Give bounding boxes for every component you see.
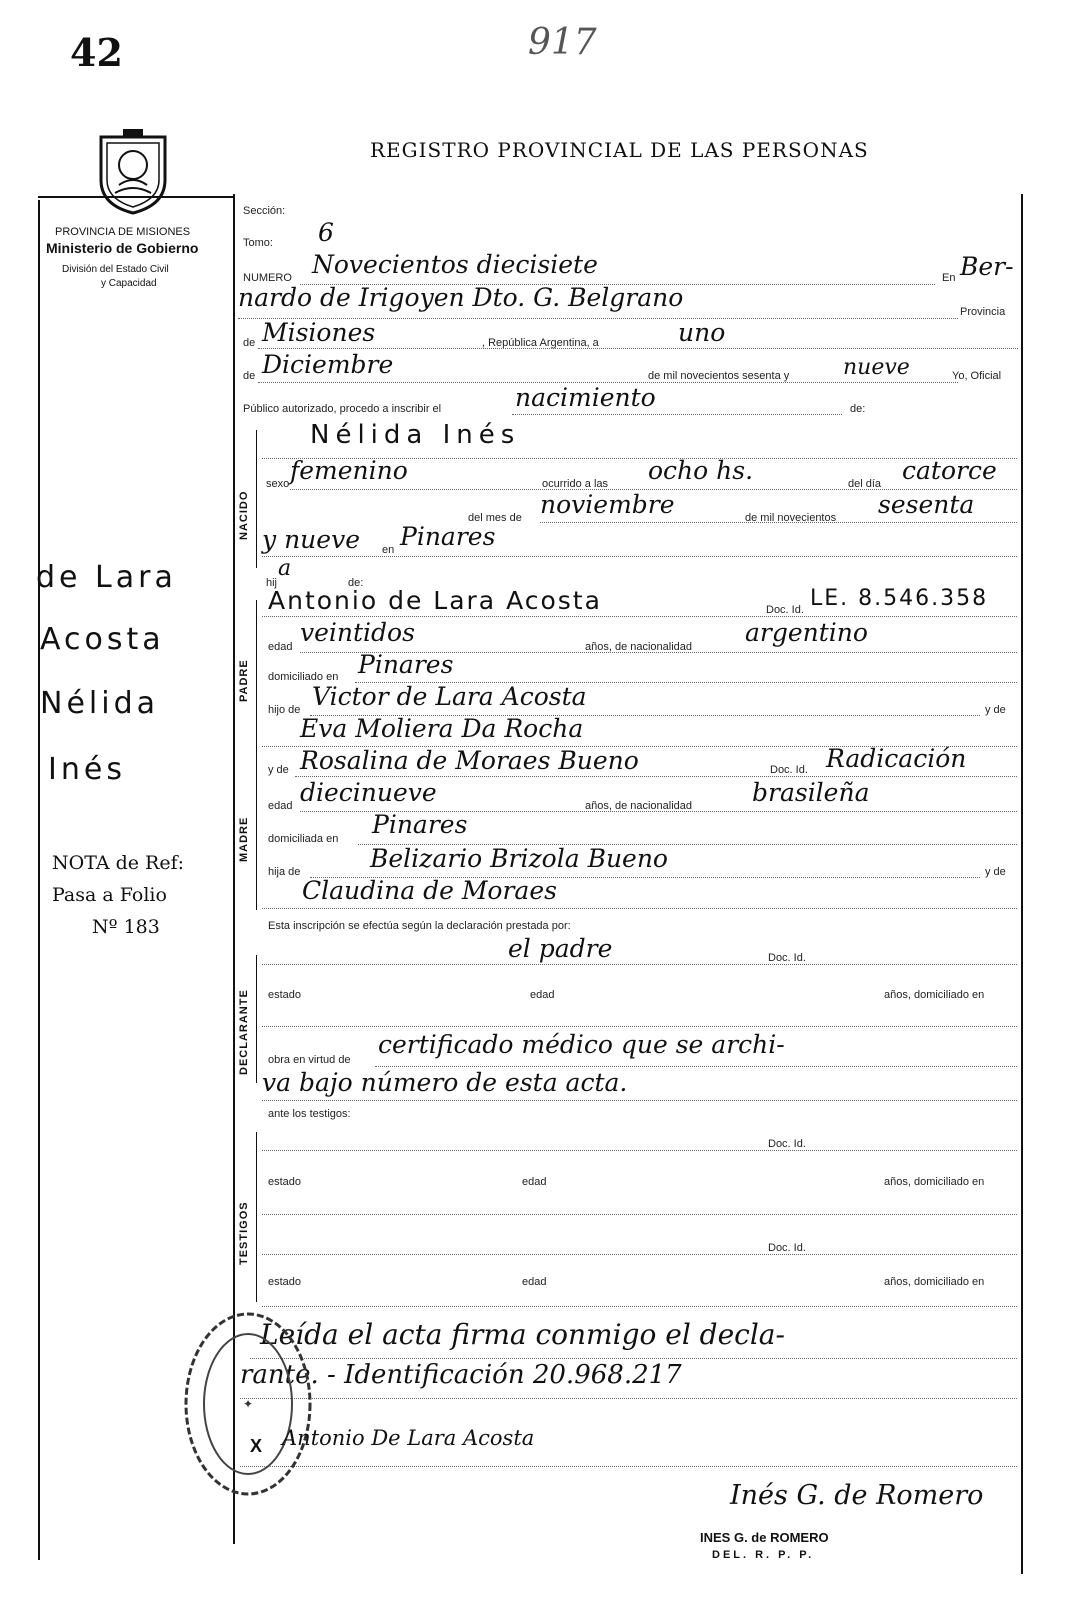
- testigo1-estado-label: estado: [268, 1176, 302, 1188]
- padre-madre-value: Eva Moliera Da Rocha: [300, 714, 584, 743]
- testigo1-estado-line: [262, 1214, 1017, 1215]
- nombre-value: Nélida Inés: [310, 420, 521, 450]
- hij-suffix-value: a: [278, 556, 292, 581]
- ocurrido-label: ocurrido a las: [542, 478, 609, 490]
- svg-text:✦: ✦: [242, 1397, 254, 1411]
- hij-label: hij: [266, 577, 278, 589]
- madre-madre-line: [262, 908, 1017, 909]
- padre-hijo-label: hijo de: [268, 704, 301, 716]
- testigo2-doc-label: Doc. Id.: [768, 1242, 806, 1254]
- publico-label: Público autorizado, procedo a inscribir el: [243, 403, 442, 415]
- obra-value-2: va bajo número de esta acta.: [262, 1068, 628, 1097]
- declarante-line: [262, 964, 1017, 965]
- esta-inscripcion-label: Esta inscripción se efectúa según la declaración prestada por:: [268, 920, 571, 932]
- de-colon-label-2: de:: [348, 577, 364, 589]
- hora-value: ocho hs.: [648, 456, 754, 485]
- testigo1-anos-label: años, domiciliado en: [884, 1176, 985, 1188]
- del-mes-label: del mes de: [468, 512, 522, 524]
- testigo2-edad-label: edad: [522, 1276, 547, 1288]
- section-declarante: DECLARANTE: [238, 989, 250, 1075]
- mes-nac-value: noviembre: [540, 490, 675, 519]
- declarante-bracket: [256, 955, 257, 1083]
- tomo-value: 6: [318, 218, 334, 247]
- mes-value: Diciembre: [262, 350, 394, 379]
- declarante-anos-label: años, domiciliado en: [884, 989, 985, 1001]
- division-label-1: División del Estado Civil: [62, 264, 169, 275]
- madre-doc-value: Radicación: [826, 744, 967, 773]
- margin-name-4: Inés: [48, 752, 126, 787]
- provincial-seal: [93, 125, 173, 215]
- madre-nacionalidad-value: brasileña: [752, 778, 870, 807]
- seccion-label: Sección:: [243, 205, 286, 217]
- firma-oficial: Inés G. de Romero: [730, 1480, 984, 1511]
- margin-nota-2: Pasa a Folio: [52, 884, 167, 906]
- lugar-value: Pinares: [400, 522, 496, 551]
- de-mil-nov-label: de mil novecientos: [745, 512, 837, 524]
- declarante-estado-line: [262, 1026, 1017, 1027]
- margin-name-1: de Lara: [36, 560, 177, 595]
- republica-label: , República Argentina, a: [482, 337, 599, 349]
- en-value-1: Ber-: [960, 252, 1014, 281]
- madre-nombre-value: Rosalina de Moraes Bueno: [300, 746, 639, 775]
- madre-anos-label: años, de nacionalidad: [585, 800, 693, 812]
- padre-doc-value: LE. 8.546.358: [810, 586, 989, 611]
- de-mil-label: de mil novecientos sesenta y: [648, 370, 790, 382]
- margin-nota-3: Nº 183: [92, 916, 160, 938]
- cierre-linea-1: Leída el acta firma conmigo el decla-: [260, 1318, 785, 1351]
- de-label-2: de: [243, 370, 256, 382]
- declarante-edad-label: edad: [530, 989, 555, 1001]
- cierre-linea-2: rante. - Identificación 20.968.217: [240, 1360, 682, 1390]
- document-title: REGISTRO PROVINCIAL DE LAS PERSONAS: [370, 138, 869, 162]
- padre-nacionalidad-value: argentino: [745, 618, 868, 647]
- ministry-label: Ministerio de Gobierno: [46, 240, 199, 256]
- form-right-border: [1021, 194, 1023, 1574]
- oficial-nombre: INES G. de ROMERO: [700, 1530, 829, 1545]
- padre-domicilio-value: Pinares: [358, 650, 454, 679]
- firma-declarante: Antonio De Lara Acosta: [282, 1426, 535, 1450]
- x-mark: X: [250, 1436, 263, 1456]
- left-border: [38, 200, 40, 1560]
- tomo-label: Tomo:: [243, 237, 273, 249]
- oficial-cargo: DEL. R. P. P.: [712, 1549, 815, 1561]
- pencil-number: 917: [528, 22, 597, 63]
- madre-hija-label: hija de: [268, 866, 301, 878]
- margin-name-3: Nélida: [40, 686, 159, 721]
- padre-anos-label: años, de nacionalidad: [585, 641, 693, 653]
- acto-line: [512, 414, 842, 415]
- padre-bracket: [256, 600, 257, 780]
- obra-virtud-label: obra en virtud de: [268, 1054, 351, 1066]
- section-madre: MADRE: [238, 816, 250, 862]
- section-padre: PADRE: [238, 659, 250, 702]
- padre-nombre-value: Antonio de Lara Acosta: [268, 586, 602, 615]
- declarante-estado-label: estado: [268, 989, 302, 1001]
- padre-edad-value: veintidos: [300, 618, 415, 647]
- numero-value: Novecientos diecisiete: [312, 250, 598, 279]
- ante-testigos-label: ante los testigos:: [268, 1108, 351, 1120]
- province-label: PROVINCIA DE MISIONES: [55, 226, 191, 238]
- section-nacido: NACIDO: [238, 490, 250, 540]
- madre-padre-value: Belizario Brizola Bueno: [370, 844, 668, 873]
- en-label: En: [942, 272, 956, 284]
- madre-edad-value: diecinueve: [300, 778, 437, 807]
- yo-oficial-label: Yo, Oficial: [952, 370, 1002, 382]
- provincia-value: Misiones: [262, 318, 376, 347]
- mes-line: [540, 522, 1017, 523]
- madre-doc-label: Doc. Id.: [770, 764, 808, 776]
- madre-bracket: [256, 778, 257, 910]
- obra-line-2: [262, 1100, 1017, 1101]
- official-round-stamp: [178, 1306, 318, 1502]
- sexo-value: femenino: [290, 456, 408, 485]
- madre-nombre-line: [295, 776, 1017, 777]
- padre-nombre-line: [262, 616, 1017, 617]
- provincia-label: Provincia: [960, 306, 1006, 318]
- acto-value: nacimiento: [515, 383, 656, 412]
- cierre-line-2: [240, 1398, 1017, 1399]
- cierre-line-1: [250, 1358, 1017, 1359]
- anio-nac-1-value: sesenta: [878, 490, 975, 519]
- margin-nota-1: NOTA de Ref:: [52, 852, 185, 874]
- testigo1-doc-label: Doc. Id.: [768, 1138, 806, 1150]
- declarante-nombre-value: el padre: [508, 934, 613, 963]
- testigo1-edad-label: edad: [522, 1176, 547, 1188]
- sexo-label: sexo: [266, 478, 290, 490]
- de-label-1: de: [243, 337, 256, 349]
- obra-line-1: [375, 1066, 1017, 1067]
- en-value-2: nardo de Irigoyen Dto. G. Belgrano: [238, 283, 684, 312]
- lugar-nac-line: [262, 556, 1017, 557]
- declarante-doc-label: Doc. Id.: [768, 952, 806, 964]
- anio-nac-2-value: y nueve: [262, 525, 360, 554]
- madre-domicilio-value: Pinares: [372, 810, 468, 839]
- madre-madre-value: Claudina de Moraes: [302, 876, 557, 905]
- padre-domicilio-label: domiciliado en: [268, 671, 339, 683]
- dia-nac-value: catorce: [902, 456, 997, 485]
- numero-label: NUMERO: [243, 272, 292, 284]
- obra-value-1: certificado médico que se archi-: [378, 1030, 785, 1059]
- division-label-2: y Capacidad: [101, 278, 157, 289]
- folio-number: 42: [70, 30, 123, 75]
- madre-yde-label-2: y de: [985, 866, 1006, 878]
- anio-value: nueve: [843, 355, 910, 380]
- top-rule: [38, 196, 234, 198]
- padre-padre-value: Victor de Lara Acosta: [312, 682, 587, 711]
- madre-edad-label: edad: [268, 800, 293, 812]
- provincia-line: [258, 348, 1018, 349]
- del-dia-label: del día: [848, 478, 882, 490]
- en-lower-label: en: [382, 544, 395, 556]
- testigos-bracket: [256, 1132, 257, 1302]
- madre-yde-label: y de: [268, 764, 289, 776]
- nacido-bracket: [256, 430, 257, 568]
- padre-doc-label: Doc. Id.: [766, 604, 804, 616]
- cierre-line-3: [240, 1466, 1017, 1467]
- dia-value: uno: [678, 318, 726, 347]
- margin-name-2: Acosta: [40, 622, 165, 657]
- testigo2-estado-line: [262, 1306, 1017, 1307]
- padre-edad-label: edad: [268, 641, 293, 653]
- testigo2-estado-label: estado: [268, 1276, 302, 1288]
- testigo2-line: [262, 1254, 1017, 1255]
- section-testigos: TESTIGOS: [238, 1201, 250, 1265]
- testigo2-anos-label: años, domiciliado en: [884, 1276, 985, 1288]
- padre-yde-label: y de: [985, 704, 1006, 716]
- de-colon-label: de:: [850, 403, 866, 415]
- madre-domicilio-label: domiciliada en: [268, 833, 339, 845]
- testigo1-line: [262, 1150, 1017, 1151]
